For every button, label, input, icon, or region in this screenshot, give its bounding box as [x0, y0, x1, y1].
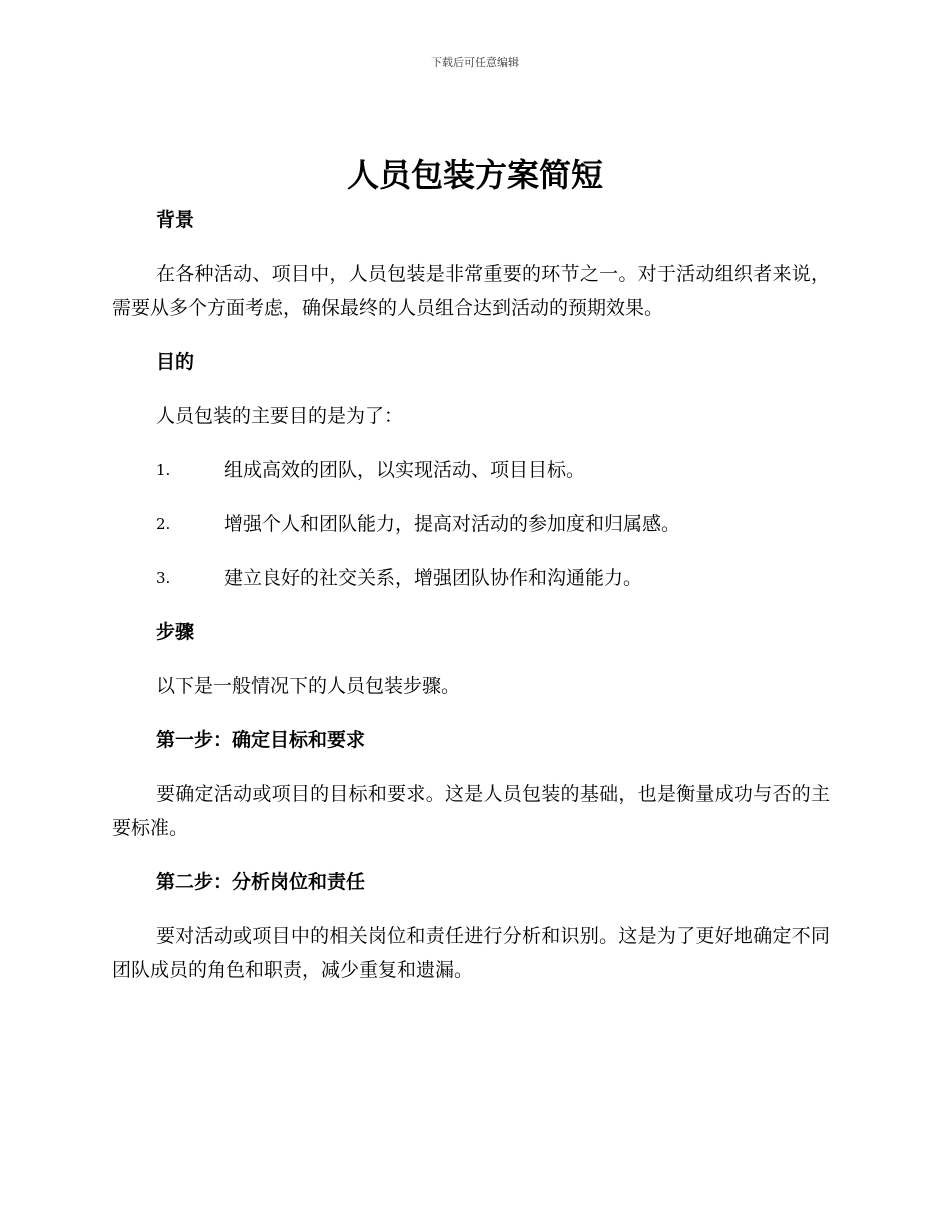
list-item-text: 增强个人和团队能力，提高对活动的参加度和归属感。 [224, 513, 681, 535]
document-title: 人员包装方案简短 [346, 156, 603, 194]
background-paragraph: 在各种活动、项目中，人员包装是非常重要的环节之一。对于活动组织者来说，需要从多个方面考虑，确保最终的人员组合达到活动的预期效果。 [112, 263, 830, 319]
section-heading-background: 背景 [156, 209, 195, 231]
step2-paragraph: 要对活动或项目中的相关岗位和责任进行分析和识别。这是为了更好地确定不同团队成员的角色和职责，减少重复和遗漏。 [112, 925, 830, 981]
list-item [112, 507, 830, 541]
list-item-text: 建立良好的社交关系，增强团队协作和沟通能力。 [224, 567, 643, 589]
list-item [112, 453, 830, 487]
step2-heading: 第二步：分析岗位和责任 [156, 871, 366, 893]
section-heading-steps: 步骤 [156, 621, 195, 643]
steps-intro: 以下是一般情况下的人员包装步骤。 [156, 675, 461, 697]
step1-heading: 第一步：确定目标和要求 [156, 729, 366, 751]
section-heading-purpose: 目的 [156, 351, 195, 373]
list-item-text: 组成高效的团队，以实现活动、项目目标。 [224, 459, 586, 481]
document-body [112, 203, 830, 1007]
list-item-number: 3. [156, 569, 171, 587]
list-item-number: 1. [156, 461, 171, 479]
list-item [112, 561, 830, 595]
step1-paragraph: 要确定活动或项目的目标和要求。这是人员包装的基础，也是衡量成功与否的主要标准。 [112, 783, 830, 839]
purpose-intro: 人员包装的主要目的是为了： [156, 405, 404, 427]
list-item-number: 2. [156, 515, 171, 533]
page-header-note: 下载后可任意编辑 [431, 56, 519, 69]
